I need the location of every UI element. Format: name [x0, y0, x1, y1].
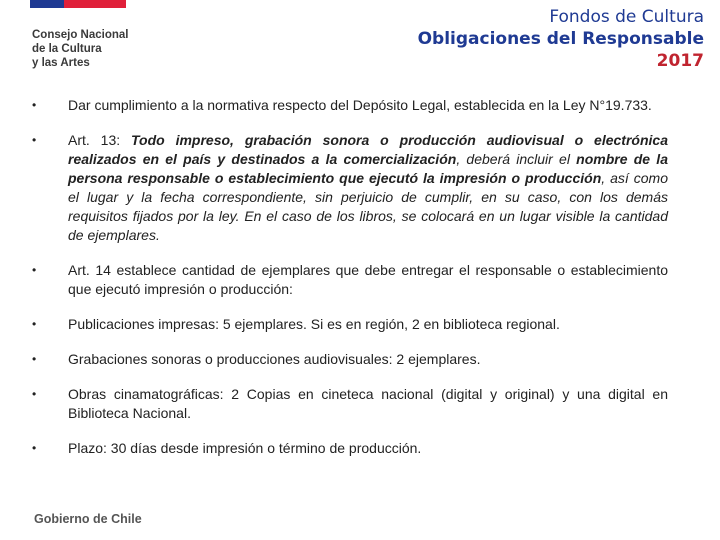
bullet: •: [32, 317, 37, 331]
bullet: •: [32, 263, 37, 277]
list-item: [28, 350, 668, 369]
item-text: Grabaciones sonoras o producciones audiovisuales: 2 ejemplares.: [68, 351, 481, 367]
flag-red: [64, 0, 126, 8]
header-subtitle: Obligaciones del Responsable: [417, 29, 704, 49]
item-text-c: , deberá incluir el: [456, 151, 577, 167]
flag-blue: [30, 0, 64, 8]
list-item: [28, 315, 668, 334]
list-item: [28, 385, 668, 423]
flag-stripe: [30, 0, 126, 8]
item-text-e: , así como el lugar y la fecha correspondiente, sin perjuicio de cumplir, en su caso, con los demás requisitos fijados por la ley. En el caso de los libros, se colocará en un lugar visible la cantidad de ejemplares.: [68, 170, 668, 243]
list-item: [28, 131, 668, 245]
logo-line-1: Consejo Nacional: [32, 29, 129, 41]
item-text-a: Art. 13:: [68, 132, 132, 148]
list-item: [28, 261, 668, 299]
item-text-b: Todo impreso, grabación sonora o producción audiovisual o electrónica realizados en el país y destinados a la comercialización: [68, 132, 668, 167]
item-text: Plazo: 30 días desde impresión o término de producción.: [68, 440, 422, 456]
header: [418, 6, 704, 72]
footer: Gobierno de Chile: [34, 512, 142, 526]
list-item: [28, 96, 668, 115]
item-text: Obras cinamatográficas: 2 Copias en cineteca nacional (digital y original) y una digital en Biblioteca Nacional.: [68, 386, 668, 421]
bullet: •: [32, 352, 37, 366]
item-text: Dar cumplimiento a la normativa respecto del Depósito Legal, establecida en la Ley N°19.733.: [68, 97, 652, 113]
list-item: [28, 439, 668, 458]
item-text: Art. 14 establece cantidad de ejemplares que debe entregar el responsable o establecimiento que ejecutó impresión o producción:: [68, 262, 668, 297]
bullet: •: [32, 98, 37, 112]
bullet: •: [32, 441, 37, 455]
header-title: Fondos de Cultura: [549, 7, 704, 27]
item-text-d: nombre de la persona responsable o establecimiento que ejecutó la impresión o producción: [68, 151, 668, 186]
bullet: •: [32, 387, 37, 401]
logo-line-3: y las Artes: [32, 57, 90, 69]
bullet: •: [32, 133, 37, 147]
header-year: 2017: [656, 51, 704, 71]
logo: [32, 28, 129, 70]
item-text: Publicaciones impresas: 5 ejemplares. Si es en región, 2 en biblioteca regional.: [68, 316, 560, 332]
logo-line-2: de la Cultura: [32, 43, 102, 55]
bullet-list: [28, 96, 668, 474]
